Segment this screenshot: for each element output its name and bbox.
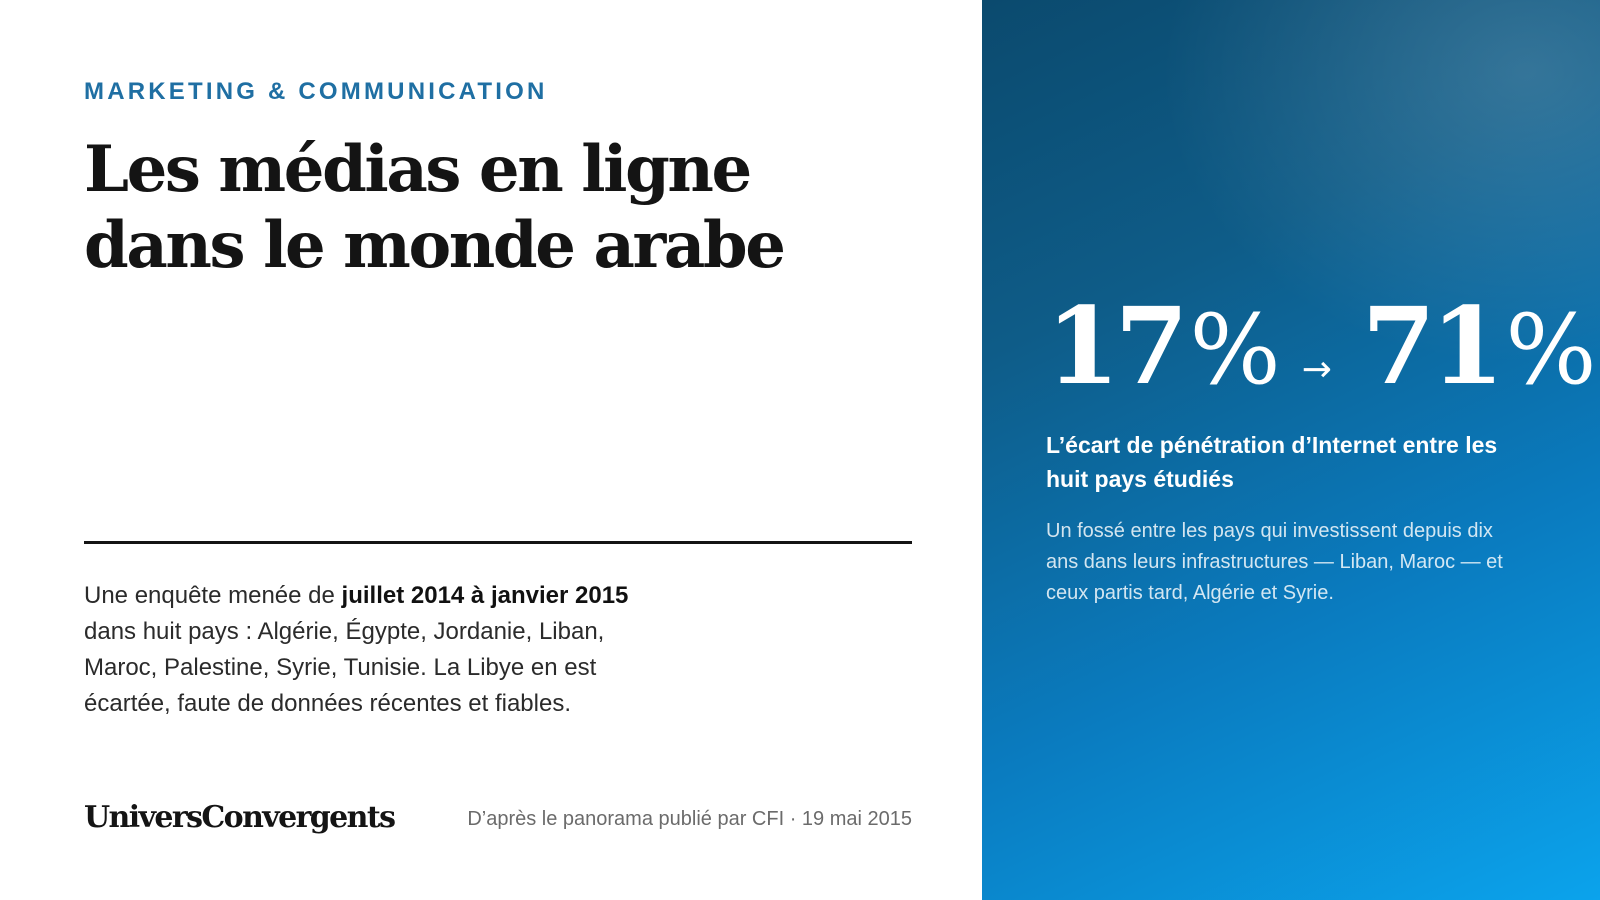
category-kicker: MARKETING & COMMUNICATION	[84, 78, 548, 105]
page-title	[84, 132, 844, 284]
stat-from-value: 17	[1046, 283, 1184, 408]
stat-to-value: 71	[1361, 283, 1500, 408]
section-divider	[84, 541, 912, 544]
stat-description: Un fossé entre les pays qui investissent depuis dix ans dans leurs infrastructures — Liban, Maroc — et ceux partis tard, Algérie et Syrie.	[1046, 520, 1503, 604]
stat-panel	[982, 0, 1600, 900]
intro-text-rest: dans huit pays : Algérie, Égypte, Jordanie, Liban, Maroc, Palestine, Syrie, Tunisie. La Libye en est écartée, faute de données récentes et fiables.	[84, 618, 605, 717]
intro-paragraph	[84, 578, 644, 722]
arrow-right-icon: →	[1301, 349, 1332, 390]
stat-to-percent: %	[1505, 294, 1592, 406]
stat-range	[1046, 283, 1592, 410]
stat-from-percent: %	[1189, 294, 1276, 406]
brand-logo: UniversConvergents	[84, 800, 395, 835]
intro-date-range: juillet 2014 à janvier 2015	[341, 582, 629, 609]
stat-heading: L’écart de pénétration d’Internet entre les huit pays étudiés	[1046, 432, 1498, 492]
title-line-2: dans le monde arabe	[84, 208, 784, 283]
title-line-1: Les médias en ligne	[84, 132, 750, 207]
intro-text-start: Une enquête menée de	[84, 582, 342, 609]
source-credit: D’après le panorama publié par CFI · 19 mai 2015	[467, 808, 912, 830]
